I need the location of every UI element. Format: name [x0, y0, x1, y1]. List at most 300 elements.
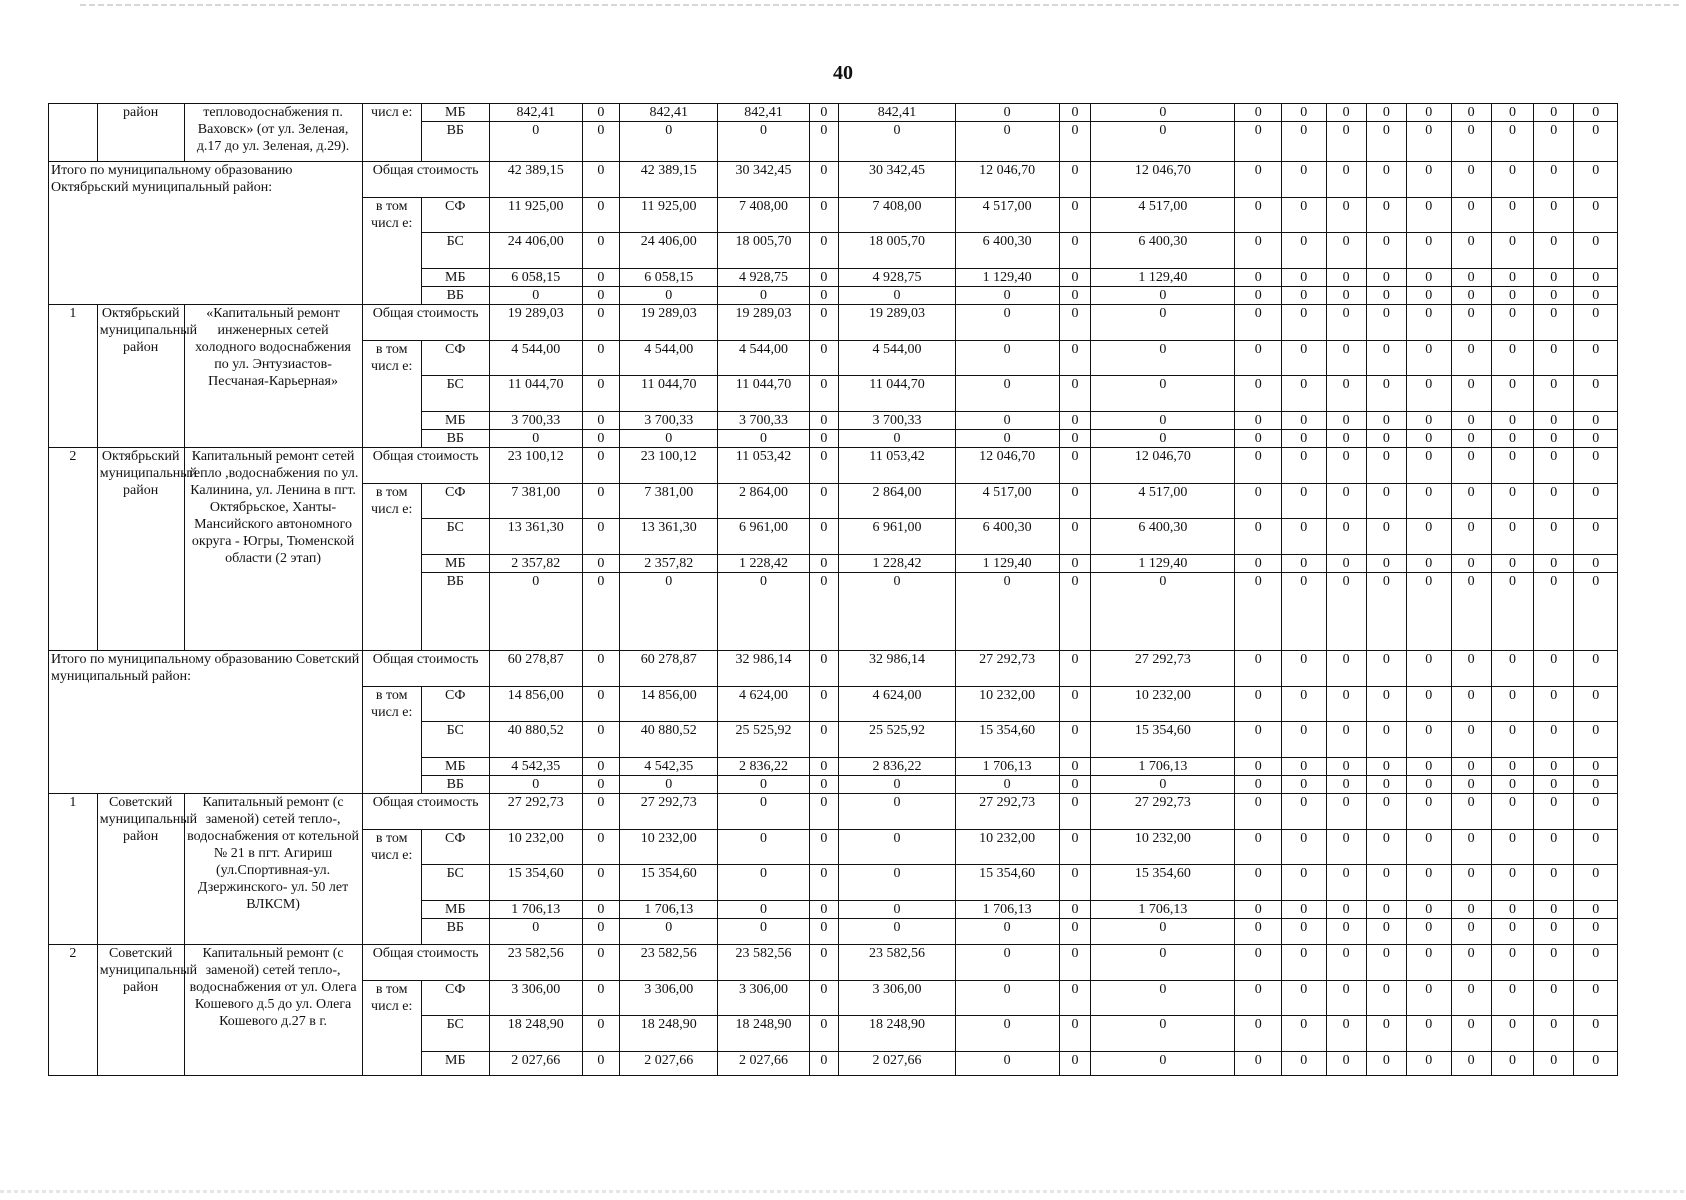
value-cell: 0 [1491, 341, 1533, 376]
value-cell: 0 [1574, 122, 1618, 162]
value-cell: 0 [1534, 794, 1574, 830]
value-cell: 0 [955, 122, 1059, 162]
value-cell: 0 [809, 1016, 839, 1052]
value-cell: 2 027,66 [489, 1052, 582, 1076]
value-cell: 0 [1574, 722, 1618, 758]
value-cell: 40 880,52 [489, 722, 582, 758]
value-cell: 0 [1326, 269, 1366, 287]
value-cell: 0 [582, 305, 619, 341]
source-label: ВБ [421, 776, 489, 794]
value-cell: 0 [1407, 776, 1451, 794]
value-cell: 0 [1235, 412, 1282, 430]
value-cell: 0 [1574, 341, 1618, 376]
value-cell: 0 [1574, 233, 1618, 269]
source-label: МБ [421, 269, 489, 287]
value-cell: 0 [1059, 919, 1091, 945]
value-cell: 7 381,00 [619, 484, 718, 519]
value-cell: 0 [1326, 901, 1366, 919]
value-cell: 0 [955, 1016, 1059, 1052]
value-cell: 0 [1574, 305, 1618, 341]
value-cell: 0 [1534, 687, 1574, 722]
value-cell: 0 [1326, 412, 1366, 430]
value-cell: 0 [582, 687, 619, 722]
value-cell: 0 [809, 919, 839, 945]
value-cell: 3 306,00 [718, 981, 809, 1016]
value-cell: 0 [1059, 573, 1091, 651]
value-cell: 0 [582, 484, 619, 519]
value-cell: 0 [1235, 573, 1282, 651]
value-cell: 0 [1235, 651, 1282, 687]
value-cell: 0 [489, 776, 582, 794]
value-cell: 13 361,30 [619, 519, 718, 555]
value-cell: 0 [1326, 198, 1366, 233]
value-cell: 3 700,33 [718, 412, 809, 430]
value-cell: 1 706,13 [489, 901, 582, 919]
value-cell: 1 706,13 [619, 901, 718, 919]
value-cell: 0 [489, 122, 582, 162]
value-cell: 0 [1235, 722, 1282, 758]
value-cell: 0 [1235, 484, 1282, 519]
value-cell: 0 [809, 198, 839, 233]
value-cell: 0 [1366, 412, 1406, 430]
value-cell: 0 [1326, 341, 1366, 376]
value-cell: 4 517,00 [955, 484, 1059, 519]
value-cell: 0 [582, 287, 619, 305]
value-cell: 0 [1407, 865, 1451, 901]
value-cell: 1 129,40 [1091, 269, 1235, 287]
value-cell: 0 [1282, 794, 1326, 830]
total-cost-label: Общая стоимость [362, 448, 489, 484]
value-cell: 0 [1282, 687, 1326, 722]
value-cell: 0 [1059, 687, 1091, 722]
value-cell: 0 [1451, 945, 1491, 981]
value-cell: 0 [839, 901, 956, 919]
value-cell: 0 [809, 687, 839, 722]
value-cell: 1 706,13 [1091, 758, 1235, 776]
value-cell: 0 [1326, 430, 1366, 448]
value-cell: 4 517,00 [1091, 198, 1235, 233]
value-cell: 1 228,42 [718, 555, 809, 573]
value-cell: 0 [1574, 573, 1618, 651]
value-cell: 0 [1451, 776, 1491, 794]
source-label: ВБ [421, 430, 489, 448]
value-cell: 0 [809, 865, 839, 901]
value-cell: 0 [582, 651, 619, 687]
source-label: ВБ [421, 122, 489, 162]
value-cell: 12 046,70 [955, 162, 1059, 198]
section-total-title: Итого по муниципальному образованию Советский муниципальный район: [49, 651, 363, 794]
value-cell: 0 [619, 573, 718, 651]
value-cell: 0 [1059, 430, 1091, 448]
source-label: МБ [421, 901, 489, 919]
value-cell: 0 [1407, 341, 1451, 376]
value-cell: 0 [809, 484, 839, 519]
value-cell: 0 [1282, 651, 1326, 687]
value-cell: 0 [1407, 555, 1451, 573]
value-cell: 0 [582, 945, 619, 981]
incl-label: в том числ е: [362, 830, 421, 945]
table-row [49, 794, 1618, 830]
value-cell: 0 [1326, 573, 1366, 651]
value-cell: 6 400,30 [955, 519, 1059, 555]
finance-table [48, 103, 1618, 1076]
value-cell: 0 [1407, 122, 1451, 162]
value-cell: 0 [718, 776, 809, 794]
value-cell: 0 [1366, 122, 1406, 162]
value-cell: 4 624,00 [839, 687, 956, 722]
value-cell: 0 [1491, 430, 1533, 448]
total-cost-label: Общая стоимость [362, 945, 489, 981]
value-cell: 18 248,90 [839, 1016, 956, 1052]
table-row [49, 305, 1618, 341]
value-cell: 0 [582, 341, 619, 376]
value-cell: 0 [1282, 830, 1326, 865]
value-cell: 4 544,00 [718, 341, 809, 376]
value-cell: 0 [1059, 651, 1091, 687]
value-cell: 0 [1366, 341, 1406, 376]
value-cell: 11 044,70 [489, 376, 582, 412]
row-number: 1 [49, 794, 98, 945]
value-cell: 0 [582, 519, 619, 555]
value-cell: 2 864,00 [839, 484, 956, 519]
value-cell: 0 [1366, 687, 1406, 722]
value-cell: 0 [1534, 233, 1574, 269]
table-row [49, 104, 1618, 122]
value-cell: 0 [1534, 758, 1574, 776]
value-cell: 0 [1282, 305, 1326, 341]
value-cell: 0 [1326, 722, 1366, 758]
total-cost-label: Общая стоимость [362, 305, 489, 341]
value-cell: 0 [1491, 484, 1533, 519]
value-cell: 0 [1235, 448, 1282, 484]
value-cell: 0 [1407, 687, 1451, 722]
value-cell: 0 [1326, 687, 1366, 722]
value-cell: 0 [1407, 722, 1451, 758]
value-cell: 0 [1534, 269, 1574, 287]
value-cell: 2 027,66 [839, 1052, 956, 1076]
value-cell: 15 354,60 [955, 865, 1059, 901]
value-cell: 0 [1491, 919, 1533, 945]
value-cell: 0 [1574, 919, 1618, 945]
value-cell: 0 [1491, 448, 1533, 484]
source-label: БС [421, 865, 489, 901]
value-cell: 0 [1491, 376, 1533, 412]
source-label: ВБ [421, 573, 489, 651]
value-cell: 18 248,90 [619, 1016, 718, 1052]
value-cell: 0 [1059, 122, 1091, 162]
value-cell: 0 [809, 776, 839, 794]
value-cell: 0 [1282, 865, 1326, 901]
value-cell: 23 582,56 [619, 945, 718, 981]
value-cell: 0 [809, 376, 839, 412]
value-cell: 18 248,90 [489, 1016, 582, 1052]
value-cell: 0 [1091, 919, 1235, 945]
value-cell: 2 836,22 [839, 758, 956, 776]
value-cell: 0 [1091, 305, 1235, 341]
value-cell: 0 [1574, 287, 1618, 305]
value-cell: 0 [1534, 573, 1574, 651]
value-cell: 0 [1326, 865, 1366, 901]
source-label: СФ [421, 198, 489, 233]
value-cell: 0 [1451, 1016, 1491, 1052]
value-cell: 0 [1491, 198, 1533, 233]
page-number: 40 [833, 62, 853, 84]
value-cell: 0 [1235, 687, 1282, 722]
value-cell: 0 [582, 901, 619, 919]
value-cell: 4 544,00 [839, 341, 956, 376]
value-cell: 0 [718, 865, 809, 901]
row-number: 1 [49, 305, 98, 448]
value-cell: 0 [1091, 104, 1235, 122]
value-cell: 40 880,52 [619, 722, 718, 758]
value-cell: 4 928,75 [839, 269, 956, 287]
value-cell: 0 [809, 122, 839, 162]
value-cell: 0 [1491, 519, 1533, 555]
value-cell: 0 [809, 555, 839, 573]
value-cell: 0 [1235, 776, 1282, 794]
district-name: Октябрьский муниципальный район [97, 305, 184, 448]
value-cell: 0 [1407, 233, 1451, 269]
value-cell: 0 [1235, 162, 1282, 198]
value-cell: 0 [1235, 901, 1282, 919]
value-cell: 0 [1407, 269, 1451, 287]
value-cell: 0 [955, 919, 1059, 945]
value-cell: 0 [1451, 341, 1491, 376]
value-cell: 0 [1235, 945, 1282, 981]
value-cell: 7 408,00 [718, 198, 809, 233]
value-cell: 0 [582, 233, 619, 269]
value-cell: 0 [1091, 573, 1235, 651]
district-name: Советский муниципальный район [97, 945, 184, 1076]
value-cell: 0 [1491, 945, 1533, 981]
value-cell: 0 [718, 430, 809, 448]
value-cell: 0 [1059, 865, 1091, 901]
value-cell: 0 [1059, 722, 1091, 758]
value-cell: 4 542,35 [489, 758, 582, 776]
value-cell: 0 [1282, 341, 1326, 376]
value-cell: 0 [1366, 573, 1406, 651]
value-cell: 0 [1235, 287, 1282, 305]
value-cell: 0 [1491, 758, 1533, 776]
value-cell: 0 [582, 573, 619, 651]
value-cell: 0 [1451, 412, 1491, 430]
value-cell: 0 [718, 573, 809, 651]
value-cell: 6 400,30 [1091, 233, 1235, 269]
value-cell: 0 [1491, 305, 1533, 341]
incl-label: в том числ е: [362, 198, 421, 305]
value-cell: 0 [809, 412, 839, 430]
value-cell: 4 624,00 [718, 687, 809, 722]
value-cell: 0 [1059, 901, 1091, 919]
value-cell: 0 [1534, 484, 1574, 519]
value-cell: 0 [1282, 919, 1326, 945]
value-cell: 6 400,30 [1091, 519, 1235, 555]
value-cell: 0 [1407, 919, 1451, 945]
value-cell: 1 129,40 [955, 555, 1059, 573]
value-cell: 0 [1491, 687, 1533, 722]
incl-label: в том числ е: [362, 981, 421, 1076]
value-cell: 0 [1366, 162, 1406, 198]
value-cell: 0 [1366, 104, 1406, 122]
value-cell: 0 [1534, 901, 1574, 919]
value-cell: 0 [1235, 198, 1282, 233]
value-cell: 0 [1451, 573, 1491, 651]
value-cell: 0 [1282, 430, 1326, 448]
value-cell: 0 [1059, 448, 1091, 484]
value-cell: 0 [1059, 287, 1091, 305]
value-cell: 0 [1235, 269, 1282, 287]
value-cell: 0 [1282, 198, 1326, 233]
value-cell: 0 [1574, 448, 1618, 484]
value-cell: 842,41 [619, 104, 718, 122]
value-cell: 0 [489, 287, 582, 305]
value-cell: 0 [809, 794, 839, 830]
value-cell: 0 [1407, 430, 1451, 448]
value-cell: 0 [1451, 484, 1491, 519]
value-cell: 0 [1366, 305, 1406, 341]
value-cell: 0 [1326, 981, 1366, 1016]
value-cell: 0 [1326, 794, 1366, 830]
value-cell: 0 [839, 865, 956, 901]
value-cell: 1 129,40 [1091, 555, 1235, 573]
value-cell: 0 [1451, 287, 1491, 305]
value-cell: 0 [1235, 555, 1282, 573]
value-cell: 0 [1407, 1016, 1451, 1052]
value-cell: 0 [809, 830, 839, 865]
value-cell: 0 [1407, 287, 1451, 305]
value-cell: 0 [1282, 287, 1326, 305]
scan-artifact-bottom [0, 1190, 1686, 1193]
source-label: СФ [421, 341, 489, 376]
value-cell: 0 [1534, 1016, 1574, 1052]
value-cell: 0 [1534, 305, 1574, 341]
value-cell: 0 [718, 919, 809, 945]
value-cell: 0 [489, 919, 582, 945]
value-cell: 0 [582, 1016, 619, 1052]
value-cell: 0 [1091, 1052, 1235, 1076]
value-cell: 0 [1534, 776, 1574, 794]
value-cell: 0 [1091, 776, 1235, 794]
value-cell: 0 [1235, 830, 1282, 865]
value-cell: 23 100,12 [619, 448, 718, 484]
value-cell: 0 [1091, 981, 1235, 1016]
value-cell: 23 100,12 [489, 448, 582, 484]
value-cell: 0 [582, 162, 619, 198]
source-label: МБ [421, 758, 489, 776]
value-cell: 0 [1451, 104, 1491, 122]
value-cell: 0 [489, 573, 582, 651]
incl-label: в том числ е: [362, 341, 421, 448]
value-cell: 1 706,13 [955, 901, 1059, 919]
value-cell: 0 [582, 555, 619, 573]
value-cell: 0 [1059, 269, 1091, 287]
value-cell: 0 [1282, 484, 1326, 519]
value-cell: 0 [1366, 1016, 1406, 1052]
value-cell: 0 [1059, 519, 1091, 555]
value-cell: 0 [1366, 919, 1406, 945]
value-cell: 0 [809, 430, 839, 448]
value-cell: 0 [1326, 1052, 1366, 1076]
value-cell: 32 986,14 [839, 651, 956, 687]
row-number: 2 [49, 945, 98, 1076]
value-cell: 0 [1366, 519, 1406, 555]
value-cell: 0 [1407, 945, 1451, 981]
value-cell: 0 [839, 830, 956, 865]
value-cell: 4 517,00 [955, 198, 1059, 233]
value-cell: 0 [619, 919, 718, 945]
value-cell: 10 232,00 [619, 830, 718, 865]
value-cell: 15 354,60 [619, 865, 718, 901]
value-cell: 0 [1407, 198, 1451, 233]
value-cell: 0 [1366, 865, 1406, 901]
value-cell: 0 [1059, 233, 1091, 269]
value-cell: 0 [1282, 776, 1326, 794]
value-cell: 0 [1326, 376, 1366, 412]
value-cell: 0 [1235, 1016, 1282, 1052]
value-cell: 0 [809, 448, 839, 484]
value-cell: 0 [1451, 794, 1491, 830]
value-cell: 0 [1451, 722, 1491, 758]
value-cell: 0 [1491, 162, 1533, 198]
value-cell: 0 [1326, 305, 1366, 341]
value-cell: 0 [1491, 1016, 1533, 1052]
value-cell: 0 [1366, 830, 1406, 865]
value-cell: 19 289,03 [489, 305, 582, 341]
value-cell: 0 [1574, 162, 1618, 198]
value-cell: 10 232,00 [489, 830, 582, 865]
value-cell: 19 289,03 [718, 305, 809, 341]
value-cell: 0 [1451, 651, 1491, 687]
value-cell: 0 [582, 794, 619, 830]
value-cell: 0 [1282, 412, 1326, 430]
value-cell: 3 306,00 [489, 981, 582, 1016]
value-cell: 0 [1059, 555, 1091, 573]
value-cell: 1 706,13 [955, 758, 1059, 776]
value-cell: 0 [1366, 945, 1406, 981]
value-cell: 0 [1491, 830, 1533, 865]
value-cell: 0 [1282, 122, 1326, 162]
value-cell: 14 856,00 [489, 687, 582, 722]
district-name: район [97, 104, 184, 162]
value-cell: 6 400,30 [955, 233, 1059, 269]
value-cell: 0 [1574, 1052, 1618, 1076]
value-cell: 0 [1407, 484, 1451, 519]
value-cell: 0 [1451, 687, 1491, 722]
value-cell: 0 [1366, 794, 1406, 830]
value-cell: 0 [1235, 865, 1282, 901]
source-label: МБ [421, 104, 489, 122]
value-cell: 0 [1451, 865, 1491, 901]
value-cell: 1 706,13 [1091, 901, 1235, 919]
value-cell: 0 [1407, 448, 1451, 484]
value-cell: 0 [1326, 519, 1366, 555]
value-cell: 0 [1326, 484, 1366, 519]
section-total-title: Итого по муниципальному образованию Октябрьский муниципальный район: [49, 162, 363, 305]
value-cell: 4 517,00 [1091, 484, 1235, 519]
value-cell: 0 [718, 901, 809, 919]
value-cell: 0 [1574, 412, 1618, 430]
value-cell: 0 [1407, 519, 1451, 555]
value-cell: 0 [582, 430, 619, 448]
value-cell: 6 058,15 [619, 269, 718, 287]
value-cell: 3 700,33 [489, 412, 582, 430]
value-cell: 12 046,70 [1091, 162, 1235, 198]
value-cell: 0 [1282, 981, 1326, 1016]
value-cell: 18 248,90 [718, 1016, 809, 1052]
value-cell: 11 925,00 [489, 198, 582, 233]
value-cell: 0 [1366, 198, 1406, 233]
value-cell: 0 [955, 573, 1059, 651]
